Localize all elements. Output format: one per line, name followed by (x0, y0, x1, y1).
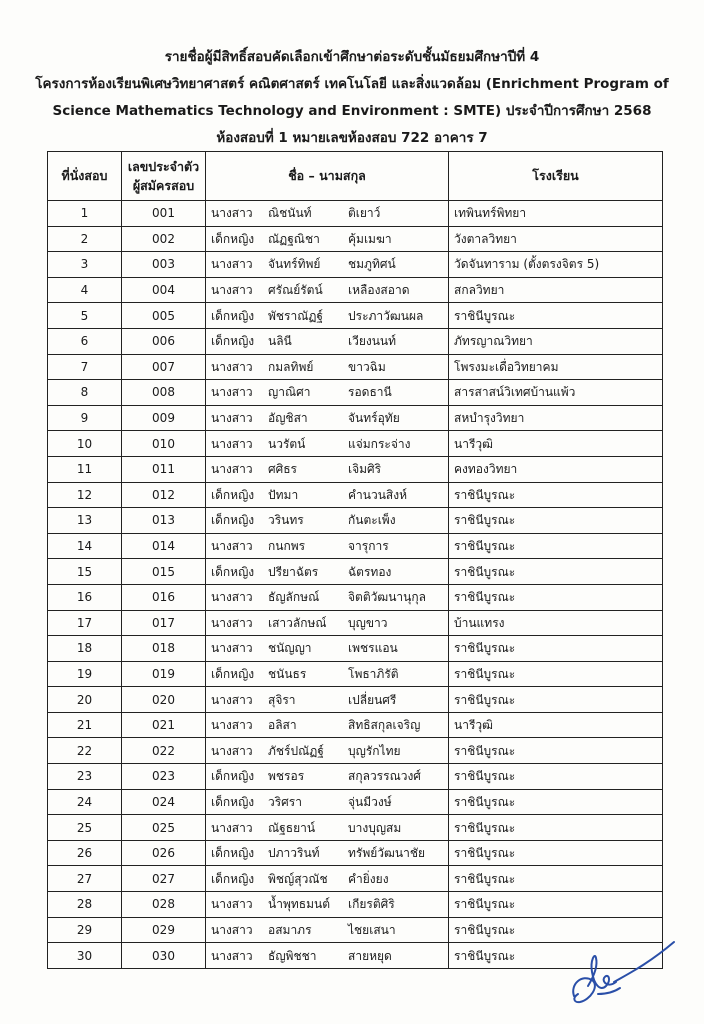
table-row (48, 687, 663, 713)
candidate-name (206, 636, 449, 662)
last-name: เจิมศิริ (348, 462, 382, 477)
table-row (48, 559, 663, 585)
candidate-name (206, 866, 449, 892)
applicant-code: 005 (122, 303, 206, 329)
seat-number: 22 (48, 738, 122, 764)
school-name: ราชินีบูรณะ (449, 533, 663, 559)
applicant-code: 002 (122, 226, 206, 252)
applicant-code: 016 (122, 584, 206, 610)
applicant-code: 013 (122, 508, 206, 534)
first-name: จันทร์ทิพย์ (268, 257, 321, 272)
candidate-name (206, 533, 449, 559)
first-name: ปรียาฉัตร (268, 564, 319, 579)
header-program-line-2: Science Mathematics Technology and Environment : SMTE) ประจำปีการศึกษา 2568 (52, 103, 652, 119)
name-title: นางสาว (211, 948, 253, 963)
last-name: คำยิ่งยง (348, 871, 389, 886)
first-name: ธัญลักษณ์ (268, 590, 320, 605)
applicant-code: 009 (122, 405, 206, 431)
seat-number: 21 (48, 712, 122, 738)
last-name: รอดธานี (348, 385, 392, 400)
seat-number: 10 (48, 431, 122, 457)
last-name: บางบุญสม (348, 820, 402, 835)
seat-number: 1 (48, 201, 122, 227)
table-row (48, 789, 663, 815)
first-name: อสมาภร (268, 922, 312, 937)
first-name: ปัทมา (268, 487, 299, 502)
applicant-code: 027 (122, 866, 206, 892)
seat-number: 2 (48, 226, 122, 252)
applicant-code: 020 (122, 687, 206, 713)
last-name: เพชรแอน (348, 641, 398, 656)
first-name: สุจิรา (268, 692, 296, 707)
name-title: นางสาว (211, 411, 253, 426)
applicant-code: 015 (122, 559, 206, 585)
school-name: ราชินีบูรณะ (449, 303, 663, 329)
candidate-name (206, 405, 449, 431)
table-row (48, 712, 663, 738)
table-row (48, 226, 663, 252)
name-title: นางสาว (211, 820, 253, 835)
candidate-name (206, 201, 449, 227)
last-name: สายหยุด (348, 948, 392, 963)
name-title: นางสาว (211, 436, 253, 451)
candidate-name (206, 661, 449, 687)
candidate-name (206, 712, 449, 738)
table-row (48, 328, 663, 354)
first-name: ณัฐธยาน์ (268, 820, 316, 835)
first-name: กนกพร (268, 539, 306, 554)
school-name: ราชินีบูรณะ (449, 789, 663, 815)
last-name: คำนวนสิงห์ (348, 487, 408, 502)
seat-number: 26 (48, 840, 122, 866)
applicant-code: 024 (122, 789, 206, 815)
last-name: ไชยเสนา (348, 922, 396, 937)
first-name: ปภาวรินท์ (268, 846, 320, 861)
candidate-name (206, 584, 449, 610)
name-title: นางสาว (211, 462, 253, 477)
first-name: น้ำพุทธมนต์ (268, 897, 330, 912)
school-name: ราชินีบูรณะ (449, 866, 663, 892)
name-title: เด็กหญิง (211, 231, 255, 246)
seat-number: 4 (48, 277, 122, 303)
signature-stroke-main (588, 956, 616, 988)
table-row (48, 610, 663, 636)
seat-number: 29 (48, 917, 122, 943)
column-header-seat: ที่นั่งสอบ (48, 152, 122, 201)
candidate-name (206, 456, 449, 482)
table-row (48, 482, 663, 508)
school-name: นารีวุฒิ (449, 431, 663, 457)
applicant-code: 011 (122, 456, 206, 482)
seat-number: 23 (48, 764, 122, 790)
school-name: ราชินีบูรณะ (449, 738, 663, 764)
candidate-name (206, 738, 449, 764)
applicant-code: 007 (122, 354, 206, 380)
table-row (48, 303, 663, 329)
seat-number: 25 (48, 815, 122, 841)
seat-number: 13 (48, 508, 122, 534)
column-header-code-line1: เลขประจำตัว (127, 159, 200, 174)
name-title: เด็กหญิง (211, 487, 255, 502)
name-title: เด็กหญิง (211, 769, 255, 784)
table-row (48, 892, 663, 918)
first-name: ศรัณย์รัตน์ (268, 283, 323, 298)
seat-number: 11 (48, 456, 122, 482)
table-row (48, 252, 663, 278)
header-program-line: โครงการห้องเรียนพิเศษวิทยาศาสตร์ คณิตศาสตร์ เทคโนโลยี และสิ่งแวดล้อม (Enrichment Program of (35, 76, 669, 92)
school-name: ราชินีบูรณะ (449, 559, 663, 585)
school-name: บ้านแทรง (449, 610, 663, 636)
name-title: นางสาว (211, 743, 253, 758)
seat-number: 8 (48, 380, 122, 406)
applicant-code: 019 (122, 661, 206, 687)
school-name: ราชินีบูรณะ (449, 636, 663, 662)
school-name: ราชินีบูรณะ (449, 943, 663, 969)
school-name: วัดจันทาราม (ตั้งตรงจิตร 5) (449, 252, 663, 278)
name-title: เด็กหญิง (211, 666, 255, 681)
first-name: ธัญพิชชา (268, 948, 317, 963)
applicant-code: 029 (122, 917, 206, 943)
applicant-code: 022 (122, 738, 206, 764)
table-row (48, 764, 663, 790)
signature-handwriting (568, 936, 678, 1008)
candidate-name (206, 354, 449, 380)
school-name: ราชินีบูรณะ (449, 917, 663, 943)
school-name: ราชินีบูรณะ (449, 892, 663, 918)
first-name: อลิสา (268, 718, 297, 733)
seat-number: 17 (48, 610, 122, 636)
applicant-code: 012 (122, 482, 206, 508)
last-name: เวียงนนท์ (348, 334, 397, 349)
first-name: นวรัตน์ (268, 436, 306, 451)
table-row (48, 431, 663, 457)
seat-number: 20 (48, 687, 122, 713)
name-title: เด็กหญิง (211, 871, 255, 886)
seat-number: 27 (48, 866, 122, 892)
applicant-code: 028 (122, 892, 206, 918)
name-title: นางสาว (211, 641, 253, 656)
first-name: วริศรา (268, 794, 302, 809)
applicant-code: 003 (122, 252, 206, 278)
first-name: ชนัญญา (268, 641, 312, 656)
name-title: เด็กหญิง (211, 308, 255, 323)
first-name: พิชญ์สุวณัช (268, 871, 328, 886)
last-name: ชมภูทิศน์ (348, 257, 396, 272)
school-name: เทพินทร์พิทยา (449, 201, 663, 227)
name-title: นางสาว (211, 692, 253, 707)
last-name: บุญรักไทย (348, 743, 401, 758)
last-name: จุ่นมีวงษ์ (348, 794, 392, 809)
candidate-name (206, 252, 449, 278)
first-name: ณิชนันท์ (268, 206, 312, 221)
candidate-name (206, 764, 449, 790)
school-name: ราชินีบูรณะ (449, 687, 663, 713)
column-header-school: โรงเรียน (449, 152, 663, 201)
table-row (48, 533, 663, 559)
candidate-name (206, 431, 449, 457)
candidate-name (206, 508, 449, 534)
school-name: ราชินีบูรณะ (449, 508, 663, 534)
name-title: นางสาว (211, 206, 253, 221)
last-name: ติเยาว์ (348, 206, 381, 221)
candidate-name (206, 917, 449, 943)
table-row (48, 277, 663, 303)
name-title: เด็กหญิง (211, 564, 255, 579)
name-title: นางสาว (211, 359, 253, 374)
document-header (0, 44, 704, 152)
seat-number: 18 (48, 636, 122, 662)
last-name: ขาวฉิม (348, 359, 386, 374)
name-title: นางสาว (211, 283, 253, 298)
table-row (48, 354, 663, 380)
name-title: นางสาว (211, 539, 253, 554)
applicant-code: 006 (122, 328, 206, 354)
candidate-table (47, 151, 663, 969)
candidate-name (206, 482, 449, 508)
name-title: นางสาว (211, 257, 253, 272)
school-name: ราชินีบูรณะ (449, 584, 663, 610)
school-name: คงทองวิทยา (449, 456, 663, 482)
first-name: วรินทร (268, 513, 304, 528)
seat-number: 15 (48, 559, 122, 585)
first-name: ภัชร์ปณัฏฐ์ (268, 743, 324, 758)
candidate-name (206, 380, 449, 406)
seat-number: 6 (48, 328, 122, 354)
applicant-code: 001 (122, 201, 206, 227)
name-title: เด็กหญิง (211, 794, 255, 809)
first-name: กมลทิพย์ (268, 359, 314, 374)
table-row (48, 405, 663, 431)
seat-number: 16 (48, 584, 122, 610)
last-name: จารุการ (348, 539, 389, 554)
candidate-name (206, 610, 449, 636)
name-title: นางสาว (211, 718, 253, 733)
last-name: แจ่มกระจ่าง (348, 436, 411, 451)
header-room-info: ห้องสอบที่ 1 หมายเลขห้องสอบ 722 อาคาร 7 (216, 130, 488, 146)
table-row (48, 661, 663, 687)
school-name: ราชินีบูรณะ (449, 840, 663, 866)
applicant-code: 017 (122, 610, 206, 636)
last-name: กันตะเพ็ง (348, 513, 396, 528)
last-name: ฉัตรทอง (348, 564, 392, 579)
column-header-code-line2: ผู้สมัครสอบ (132, 178, 195, 193)
applicant-code: 023 (122, 764, 206, 790)
first-name: เสาวลักษณ์ (268, 615, 327, 630)
school-name: ราชินีบูรณะ (449, 764, 663, 790)
table-header-row (48, 152, 663, 201)
first-name: ศศิธร (268, 462, 298, 477)
applicant-code: 026 (122, 840, 206, 866)
candidate-name (206, 840, 449, 866)
table-row (48, 866, 663, 892)
candidate-name (206, 892, 449, 918)
last-name: จิตติวัฒนานุกุล (348, 590, 426, 605)
name-title: เด็กหญิง (211, 334, 255, 349)
candidate-name (206, 559, 449, 585)
first-name: ณัฏฐณิชา (268, 231, 320, 246)
applicant-code: 014 (122, 533, 206, 559)
name-title: นางสาว (211, 897, 253, 912)
school-name: โพรงมะเดื่อวิทยาคม (449, 354, 663, 380)
candidate-name (206, 277, 449, 303)
candidate-name (206, 303, 449, 329)
column-header-name: ชื่อ – นามสกุล (206, 152, 449, 201)
header-title: รายชื่อผู้มีสิทธิ์สอบคัดเลือกเข้าศึกษาต่อระดับชั้นมัธยมศึกษาปีที่ 4 (164, 49, 540, 65)
name-title: เด็กหญิง (211, 513, 255, 528)
name-title: นางสาว (211, 385, 253, 400)
seat-number: 30 (48, 943, 122, 969)
first-name: พชรอร (268, 769, 305, 784)
signature-tail (614, 942, 674, 982)
school-name: วังตาลวิทยา (449, 226, 663, 252)
column-header-code (122, 152, 206, 201)
candidate-name (206, 226, 449, 252)
table-row (48, 815, 663, 841)
school-name: สารสาสน์วิเทศบ้านแพ้ว (449, 380, 663, 406)
candidate-name (206, 815, 449, 841)
last-name: สิทธิสกุลเจริญ (348, 718, 421, 733)
last-name: โพธาภิรัติ (348, 666, 399, 681)
applicant-code: 004 (122, 277, 206, 303)
seat-number: 5 (48, 303, 122, 329)
table-row (48, 508, 663, 534)
last-name: จันทร์อุทัย (348, 411, 400, 426)
table-row (48, 456, 663, 482)
table-row (48, 636, 663, 662)
last-name: สกุลวรรณวงศ์ (348, 769, 421, 784)
name-title: นางสาว (211, 922, 253, 937)
seat-number: 28 (48, 892, 122, 918)
table-row (48, 584, 663, 610)
candidate-name (206, 687, 449, 713)
seat-number: 14 (48, 533, 122, 559)
last-name: ทรัพย์วัฒนาชัย (348, 846, 425, 861)
seat-number: 3 (48, 252, 122, 278)
name-title: นางสาว (211, 615, 253, 630)
applicant-code: 021 (122, 712, 206, 738)
seat-number: 24 (48, 789, 122, 815)
applicant-code: 030 (122, 943, 206, 969)
school-name: ราชินีบูรณะ (449, 815, 663, 841)
applicant-code: 025 (122, 815, 206, 841)
last-name: บุญขาว (348, 615, 388, 630)
table-row (48, 738, 663, 764)
first-name: พัชราณัฏฐ์ (268, 308, 324, 323)
candidate-name (206, 328, 449, 354)
last-name: ประภาวัฒนผล (348, 308, 424, 323)
table-row (48, 201, 663, 227)
seat-number: 19 (48, 661, 122, 687)
school-name: สหบำรุงวิทยา (449, 405, 663, 431)
signature-loop (573, 978, 595, 1002)
table-row (48, 380, 663, 406)
applicant-code: 008 (122, 380, 206, 406)
first-name: ชนันธร (268, 666, 307, 681)
school-name: ราชินีบูรณะ (449, 482, 663, 508)
table-body (48, 201, 663, 969)
first-name: นลินี (268, 334, 292, 349)
school-name: ภัทรญาณวิทยา (449, 328, 663, 354)
last-name: เหลืองสอาด (348, 283, 410, 298)
first-name: อัญชิสา (268, 411, 308, 426)
seat-number: 12 (48, 482, 122, 508)
last-name: คุ้มเมฆา (348, 231, 392, 246)
school-name: สกลวิทยา (449, 277, 663, 303)
school-name: นารีวุฒิ (449, 712, 663, 738)
first-name: ญาณิศา (268, 385, 311, 400)
seat-number: 9 (48, 405, 122, 431)
last-name: เกียรติศิริ (348, 897, 395, 912)
table-row (48, 840, 663, 866)
name-title: เด็กหญิง (211, 846, 255, 861)
candidate-name (206, 943, 449, 969)
applicant-code: 010 (122, 431, 206, 457)
school-name: ราชินีบูรณะ (449, 661, 663, 687)
seat-number: 7 (48, 354, 122, 380)
applicant-code: 018 (122, 636, 206, 662)
last-name: เปลี่ยนศรี (348, 692, 397, 707)
name-title: นางสาว (211, 590, 253, 605)
candidate-name (206, 789, 449, 815)
